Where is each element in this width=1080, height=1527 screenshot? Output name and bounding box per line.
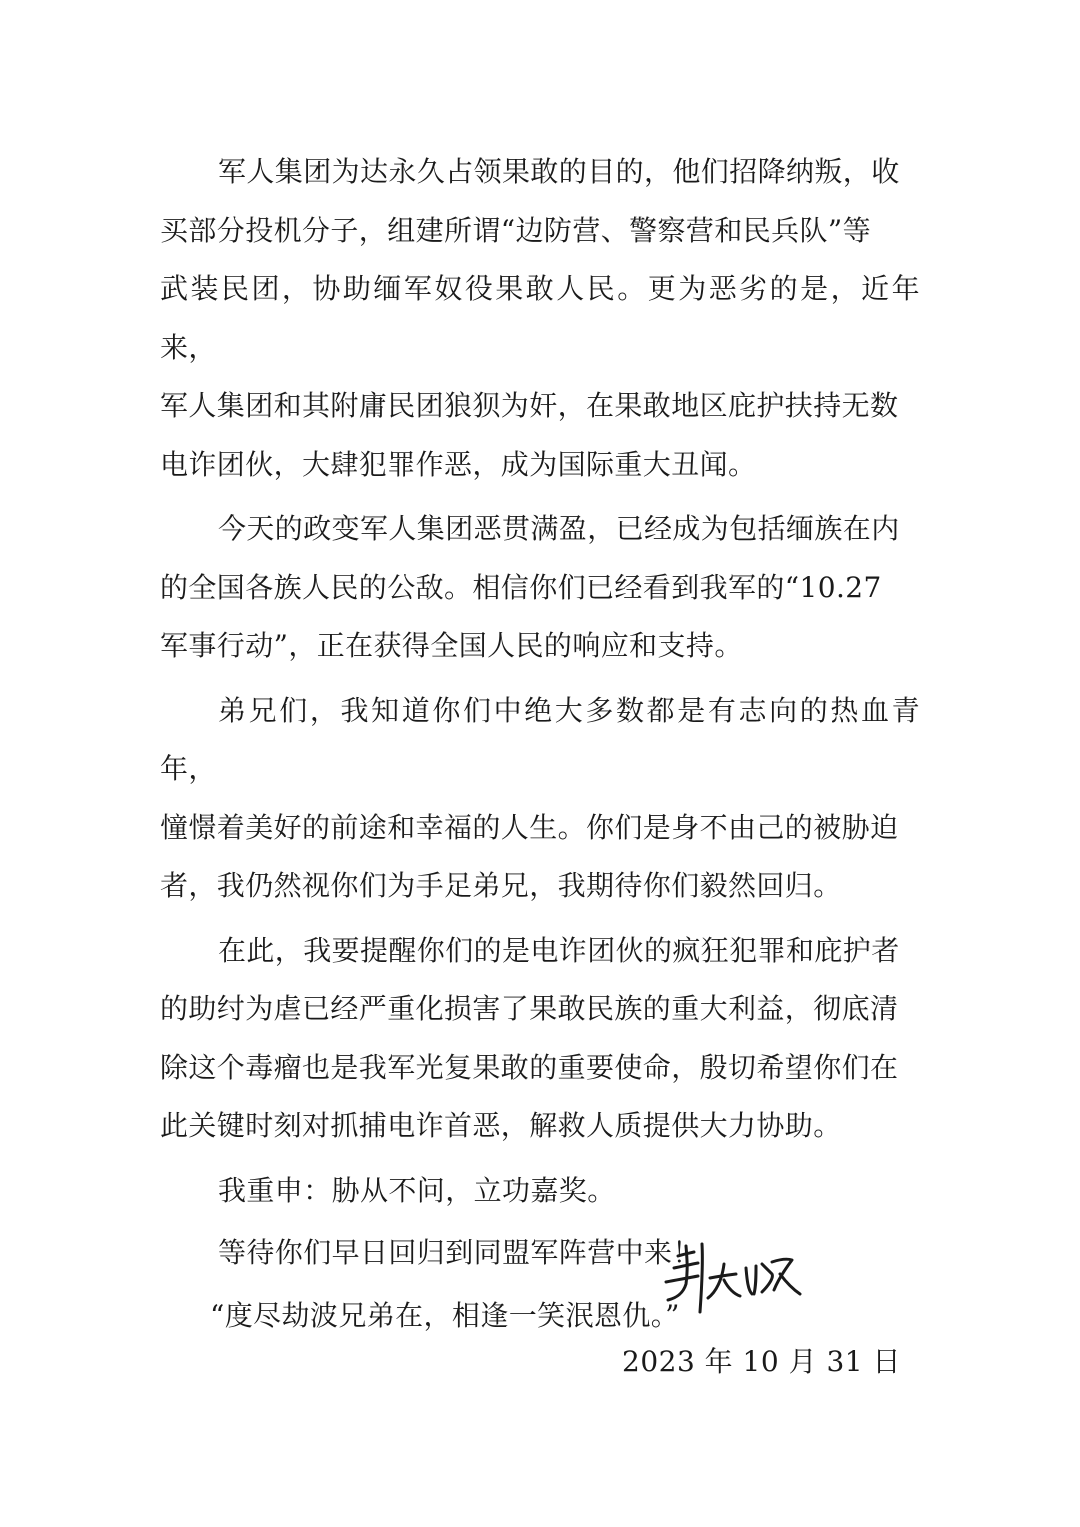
paragraph-line: 除这个毒瘤也是我军光复果敢的重要使命，殷切希望你们在 bbox=[160, 1050, 899, 1084]
paragraph-line: 今天的政变军人集团恶贯满盈，已经成为包括缅族在内 bbox=[218, 512, 900, 545]
paragraph-line: 弟兄们，我知道你们中绝大多数都是有志向的热血青年， bbox=[160, 693, 920, 785]
paragraph-line: 者，我仍然视你们为手足弟兄，我期待你们毅然回归。 bbox=[160, 869, 842, 902]
paragraph-4 bbox=[160, 922, 920, 1156]
paragraph-line: 的全国各族人民的公敌。相信你们已经看到我军的“10.27 bbox=[160, 570, 882, 604]
paragraph-line: 在此，我要提醒你们的是电诈团伙的疯狂犯罪和庇护者 bbox=[218, 933, 900, 967]
paragraph-line: 军人集团和其附庸民团狼狈为奸，在果敢地区庇护扶持无数 bbox=[160, 389, 899, 422]
paragraph-line: 军事行动”，正在获得全国人民的响应和支持。 bbox=[160, 629, 743, 662]
paragraph-line: 我重申：胁从不问，立功嘉奖。 bbox=[218, 1173, 616, 1207]
paragraph-3 bbox=[160, 682, 920, 916]
letter-date: 2023 年 10 月 31 日 bbox=[622, 1345, 902, 1378]
paragraph-2 bbox=[160, 500, 920, 676]
paragraph-line: 电诈团伙，大肆犯罪作恶，成为国际重大丑闻。 bbox=[160, 447, 757, 481]
paragraph-line: 憧憬着美好的前途和幸福的人生。你们是身不由己的被胁迫 bbox=[160, 810, 899, 844]
paragraph-line: “度尽劫波兄弟在，相逢一笑泯恩仇。” bbox=[210, 1298, 680, 1332]
paragraph-line: 的助纣为虐已经严重化损害了果敢民族的重大利益，彻底清 bbox=[160, 992, 899, 1025]
paragraph-line: 此关键时刻对抓捕电诈首恶，解救人质提供大力协助。 bbox=[160, 1109, 842, 1142]
paragraph-line: 等待你们早日回归到同盟军阵营中来！ bbox=[218, 1236, 701, 1269]
handwritten-signature bbox=[658, 1238, 808, 1318]
letter-body bbox=[160, 143, 920, 1349]
paragraph-5 bbox=[160, 1162, 920, 1221]
paragraph-1 bbox=[160, 143, 920, 494]
paragraph-line: 买部分投机分子，组建所谓“边防营、警察营和民兵队”等 bbox=[160, 213, 872, 247]
paragraph-line: 武装民团，协助缅军奴役果敢人民。更为恶劣的是，近年来， bbox=[160, 272, 920, 364]
paragraph-line: 军人集团为达永久占领果敢的目的，他们招降纳叛，收 bbox=[218, 155, 900, 188]
